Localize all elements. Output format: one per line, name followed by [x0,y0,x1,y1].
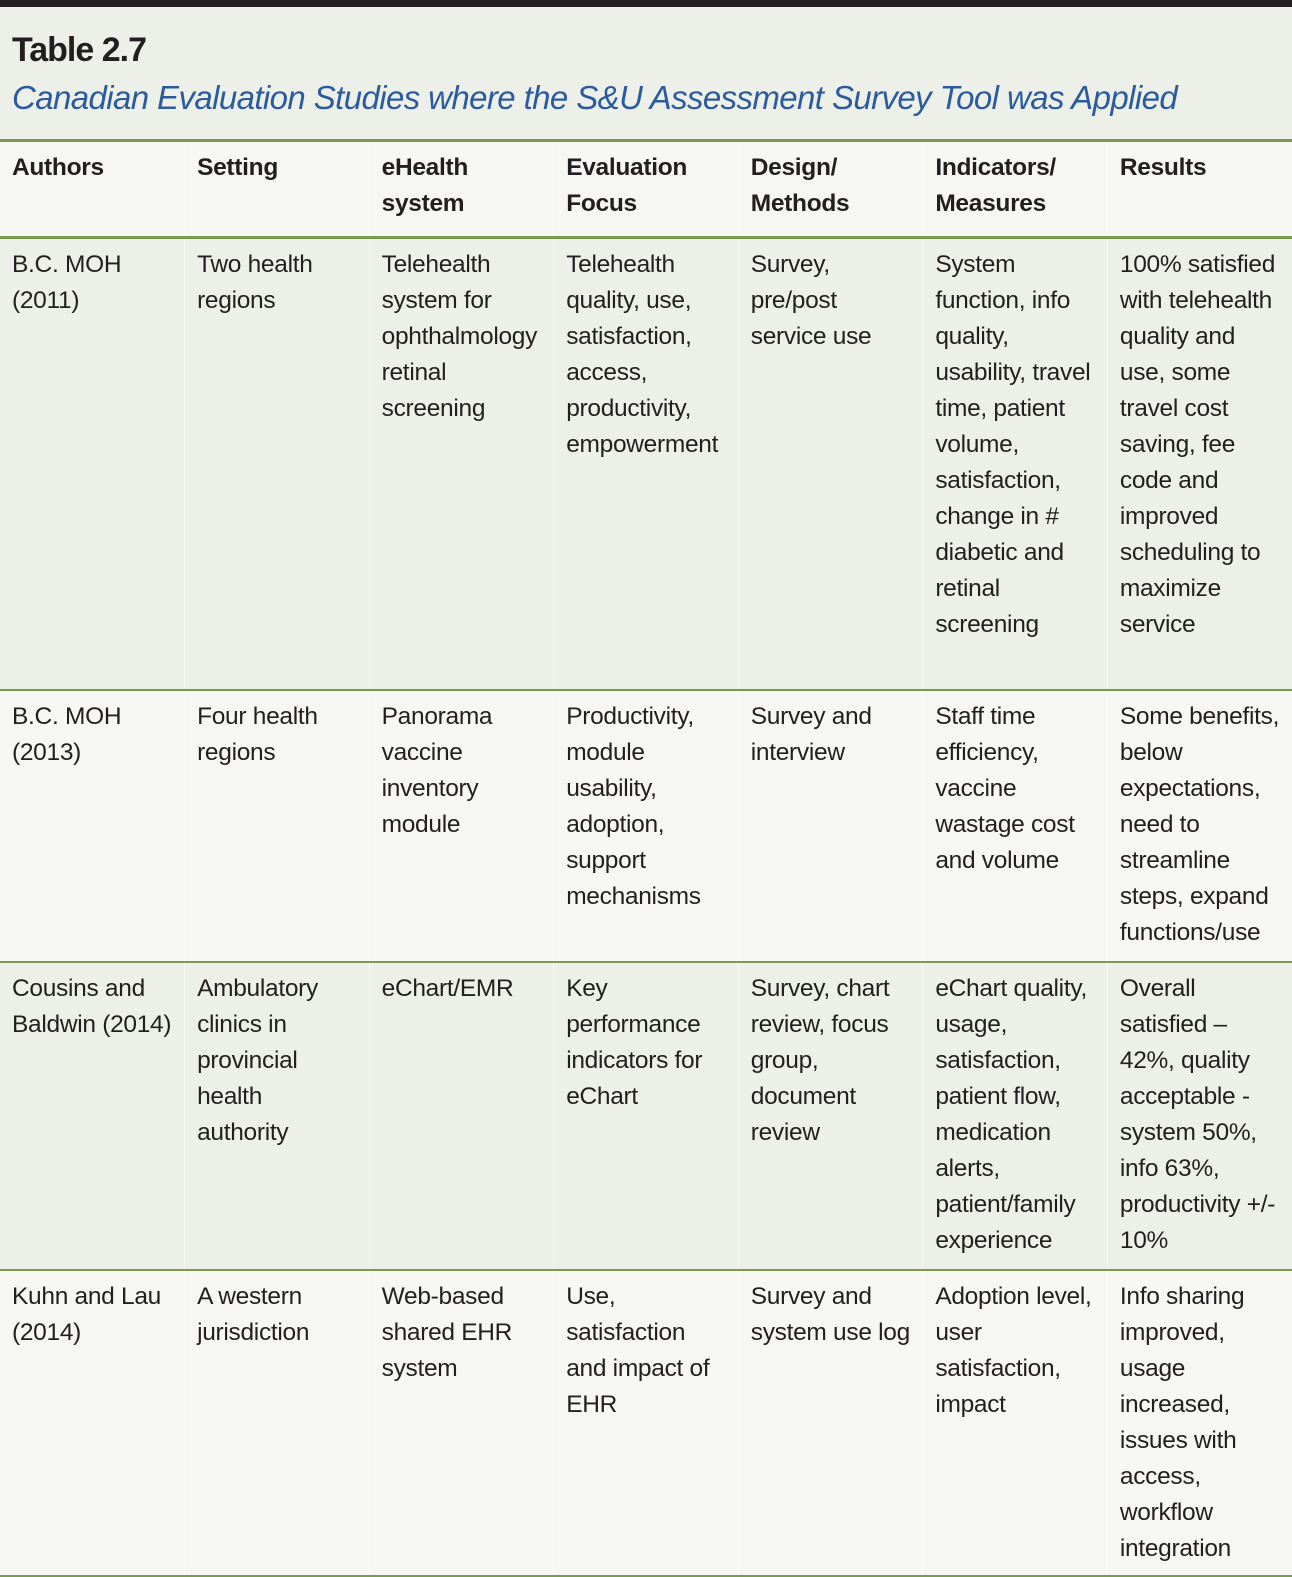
cell-authors: Kuhn and Lau (2014) [12,1283,161,1346]
cell-setting: Four health regions [185,690,370,962]
header-label: Authors [12,154,104,181]
header-label: Setting [197,154,278,181]
cell-indicators-measures: eChart quality, usage, satisfaction, patient flow, medication alerts, patient/family experience [923,962,1108,1270]
header-label: Results [1119,154,1207,181]
cell-ehealth-system: eChart/EMR [369,962,554,1270]
header-label: Evaluation [566,154,688,181]
cell-authors: B.C. MOH (2013) [12,703,122,766]
table-row [0,1270,1292,1576]
cell-design-methods: Survey, pre/post service use [738,238,923,691]
cell-design-methods: Survey and interview [738,690,923,962]
cell-evaluation-focus: Use, satisfaction and impact of EHR [554,1270,739,1576]
cell-design-methods: Survey and system use log [738,1270,923,1576]
cell-evaluation-focus: Telehealth quality, use, satisfaction, access, productivity, empowerment [554,238,739,691]
header-setting [185,141,370,238]
table-row [0,238,1292,691]
cell-indicators-measures: Staff time efficiency, vaccine wastage cost and volume [923,690,1108,962]
header-label: eHealth [381,154,469,181]
cell-results: Overall satisfied – 42%, quality acceptable - system 50%, info 63%, productivity +/- 10% [1107,962,1292,1270]
table-title-block [0,7,1292,139]
header-label: Indicators/ [935,154,1056,181]
header-results [1107,141,1292,238]
cell-ehealth-system: Telehealth system for ophthalmology retinal screening [369,238,554,691]
top-bar [0,0,1292,7]
cell-results: 100% satisfied with telehealth quality and use, some travel cost saving, fee code and improved scheduling to maximize service [1107,238,1292,691]
cell-evaluation-focus: Productivity, module usability, adoption, support mechanisms [554,690,739,962]
cell-evaluation-focus: Key performance indicators for eChart [554,962,739,1270]
table-caption: Canadian Evaluation Studies where the S&U Assessment Survey Tool was Applied [12,79,1178,116]
table-row [0,962,1292,1270]
cell-authors: B.C. MOH (2011) [12,251,122,314]
table-label: Table 2.7 [12,31,146,69]
cell-setting: A western jurisdiction [185,1270,370,1576]
header-indicators-measures [923,141,1108,238]
cell-setting: Two health regions [185,238,370,691]
cell-setting: Ambulatory clinics in provincial health authority [185,962,370,1270]
header-label: system [381,190,465,217]
header-label: Focus [566,190,637,217]
header-evaluation-focus [554,141,739,238]
cell-indicators-measures: System function, info quality, usability, travel time, patient volume, satisfaction, change in # diabetic and retinal screening [923,238,1108,691]
table-row [0,690,1292,962]
cell-results: Info sharing improved, usage increased, issues with access, workflow integration [1107,1270,1292,1576]
header-label: Design/ [750,154,838,181]
header-authors [0,141,185,238]
cell-results: Some benefits, below expectations, need to streamline steps, expand functions/use [1107,690,1292,962]
cell-ehealth-system: Panorama vaccine inventory module [369,690,554,962]
cell-ehealth-system: Web-based shared EHR system [369,1270,554,1576]
cell-authors: Cousins and Baldwin (2014) [12,975,172,1038]
header-row [0,141,1292,238]
header-label: Methods [750,190,850,217]
header-design-methods [738,141,923,238]
cell-indicators-measures: Adoption level, user satisfaction, impact [923,1270,1108,1576]
header-label: Measures [935,190,1046,217]
header-ehealth-system [369,141,554,238]
evaluation-studies-table [0,139,1292,1577]
cell-design-methods: Survey, chart review, focus group, document review [738,962,923,1270]
